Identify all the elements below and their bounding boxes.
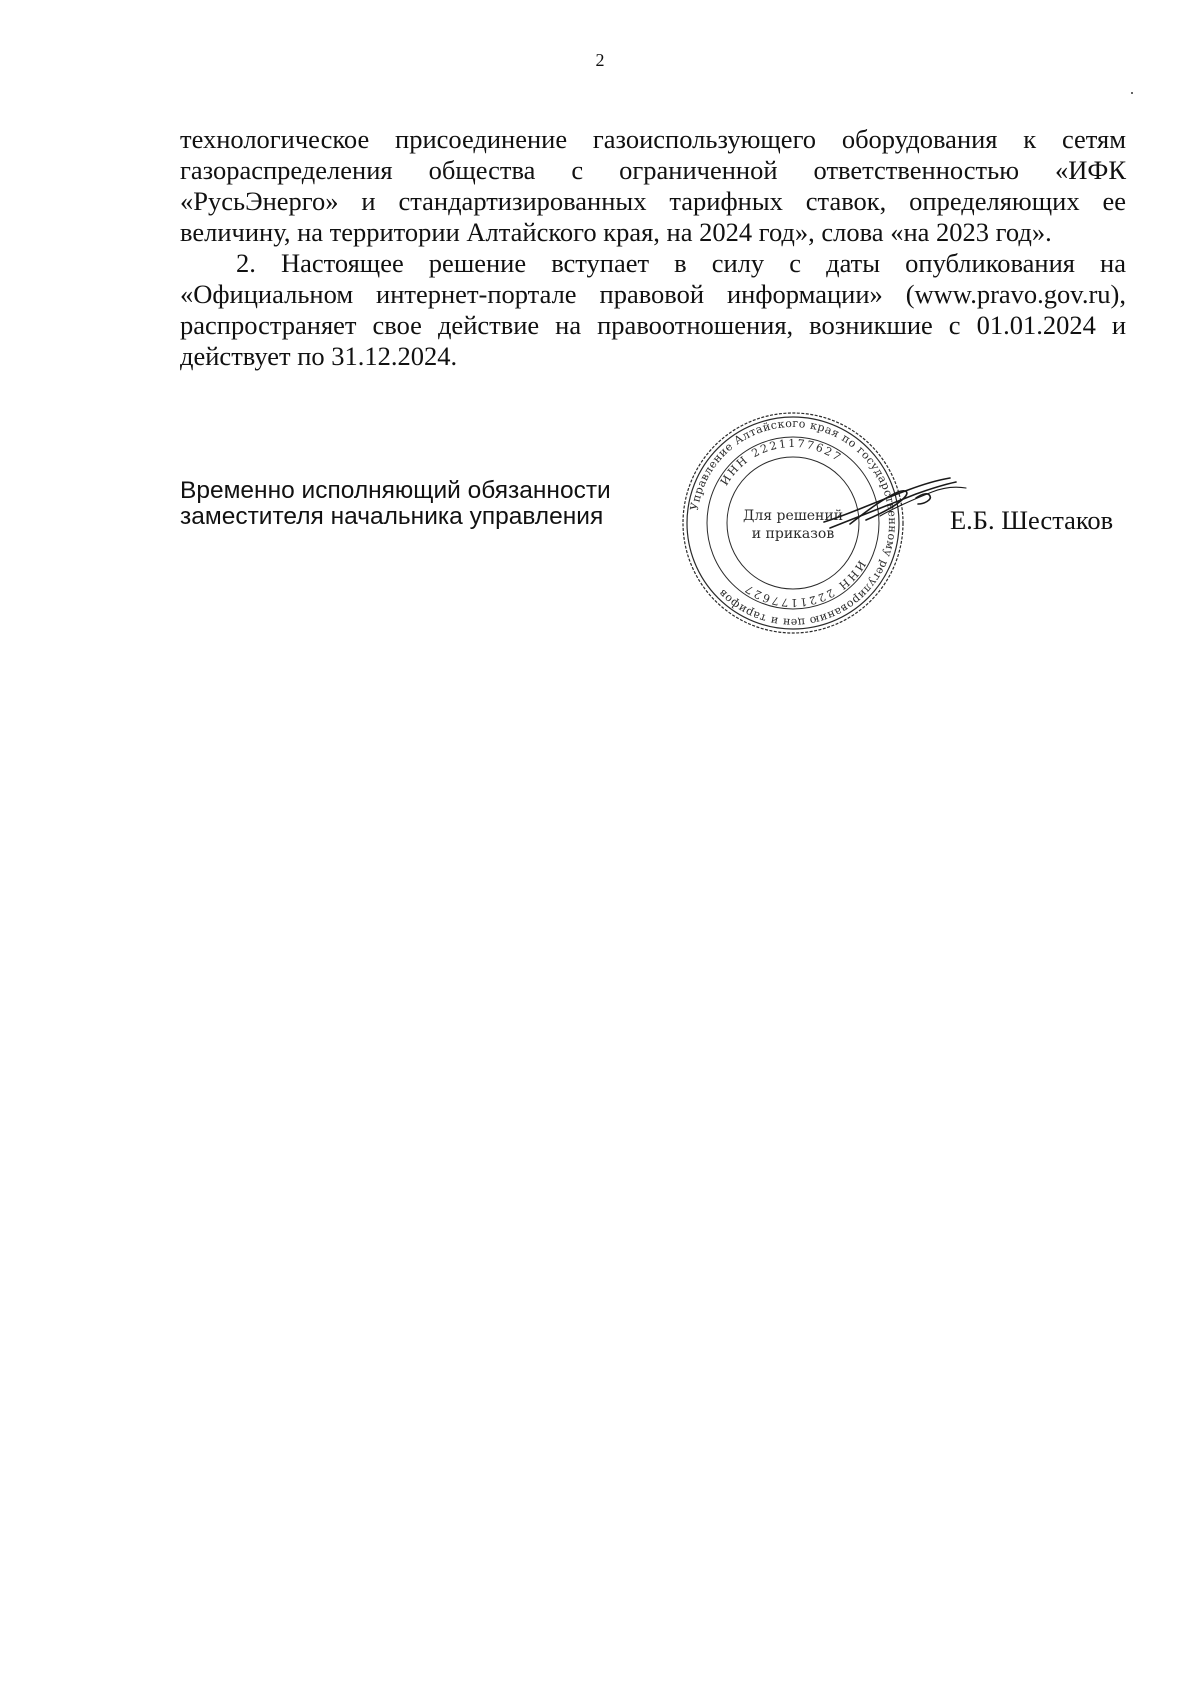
signatory-name: Е.Б. Шестаков <box>950 505 1114 535</box>
seal-inn-text-path-b: ИНН 2221177627 <box>741 558 869 610</box>
paragraph-continuation: технологическое присоединение газоиспользующего оборудования к сетям газораспределения общества с ограниченной ответственностью «ИФК «РусьЭнерго» и стандартизированных тарифных ставок, определяющих ее величину, на территории Алтайского края, на 2024 год», слова «на 2023 год». <box>180 124 1126 247</box>
paragraph-2: 2. Настоящее решение вступает в силу с даты опубликования на «Официальном интернет-портале правовой информации» (www.pravo.gov.ru), распространяет свое действие на правоотношения, возникшие с 01.01.2024 и действует по 31.12.2024. <box>180 248 1126 371</box>
scan-speck <box>1131 92 1133 94</box>
page-number: 2 <box>595 50 605 70</box>
document-body <box>180 124 1126 372</box>
signatory-position-line-2: заместителя начальника управления <box>180 503 604 530</box>
seal-inn-text-path-a: ИНН 2221177627 <box>717 436 845 488</box>
handwritten-signature <box>820 470 970 540</box>
seal-outer-text-path: Управление Алтайского края по государственному регулированию цен и тарифов <box>687 416 900 630</box>
seal-center-line-1: Для решений <box>742 508 844 524</box>
seal-center-line-2: и приказов <box>751 526 835 542</box>
signatory-position-line-1: Временно исполняющий обязанности <box>180 477 611 504</box>
signatory-position <box>180 478 611 530</box>
